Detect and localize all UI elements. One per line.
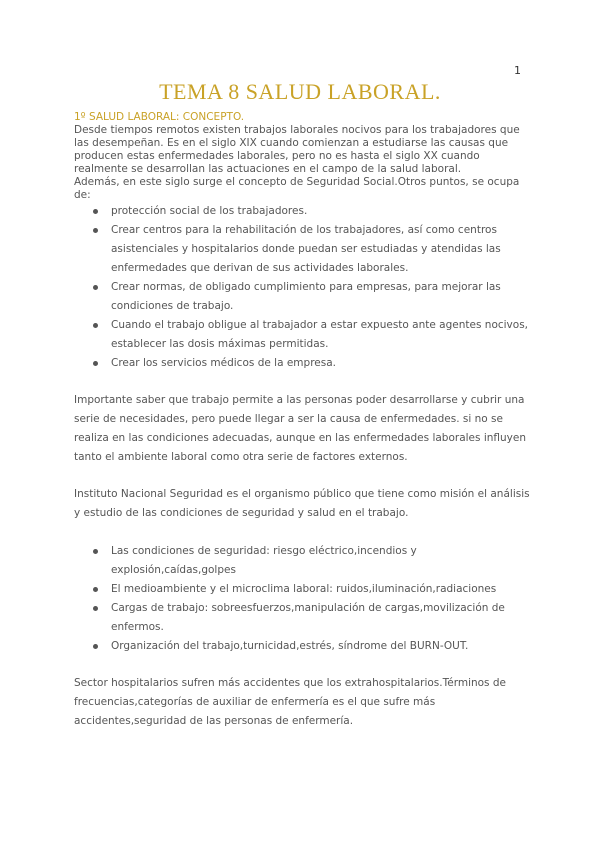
list-item: Crear normas, de obligado cumplimiento para empresas, para mejorar las condiciones de trabajo. <box>93 278 534 316</box>
institute-paragraph: Instituto Nacional Seguridad es el organismo público que tiene como misión el análisis y estudio de las condiciones de seguridad y salud en el trabajo. <box>74 488 530 519</box>
list-item: Organización del trabajo,turnicidad,estrés, síndrome del BURN-OUT. <box>93 637 534 656</box>
list-item: Cuando el trabajo obligue al trabajador a estar expuesto ante agentes nocivos, establecer las dosis máximas permitidas. <box>93 316 534 354</box>
intro-paragraph-2: Además, en este siglo surge el concepto de Seguridad Social.Otros puntos, se ocupa de: <box>74 176 520 201</box>
spacer <box>74 373 534 391</box>
document-body <box>74 111 534 731</box>
page-number: 1 <box>514 64 521 77</box>
section-heading: 1º SALUD LABORAL: CONCEPTO. <box>74 111 245 123</box>
document-title: TEMA 8 SALUD LABORAL. <box>159 79 441 104</box>
importance-paragraph: Importante saber que trabajo permite a las personas poder desarrollarse y cubrir una serie de necesidades, pero puede llegar a ser la causa de enfermedades. si no se realiza en las condiciones adecuadas, aunque en las enfermedades laborales influyen tanto el ambiente laboral como otra serie de factores externos. <box>74 394 526 463</box>
social-security-points-list <box>74 202 534 373</box>
spacer <box>74 467 534 485</box>
list-item: El medioambiente y el microclima laboral: ruidos,iluminación,radiaciones <box>93 580 534 599</box>
spacer <box>74 523 534 542</box>
hospital-sector-paragraph: Sector hospitalarios sufren más accidentes que los extrahospitalarios.Términos de frecuencias,categorías de auxiliar de enfermería es el que sufre más accidentes,seguridad de las personas de enfermería. <box>74 677 506 727</box>
list-item: Crear centros para la rehabilitación de los trabajadores, así como centros asistenciales y hospitalarios donde puedan ser estudiadas y atendidas las enfermedades que derivan de sus actividades laborales. <box>93 221 534 278</box>
intro-paragraph: Desde tiempos remotos existen trabajos laborales nocivos para los trabajadores que las desempeñan. Es en el siglo XIX cuando comienzan a estudiarse las causas que producen estas enfermedades laborales, pero no es hasta el siglo XX cuando realmente se desarrollan las actuaciones en el campo de la salud laboral. <box>74 124 520 175</box>
list-item: Crear los servicios médicos de la empresa. <box>93 354 534 373</box>
list-item: Cargas de trabajo: sobreesfuerzos,manipulación de cargas,movilización de enfermos. <box>93 599 534 637</box>
spacer <box>74 656 534 674</box>
list-item: protección social de los trabajadores. <box>93 202 534 221</box>
risk-factors-list <box>74 542 534 656</box>
list-item: Las condiciones de seguridad: riesgo eléctrico,incendios y explosión,caídas,golpes <box>93 542 534 580</box>
